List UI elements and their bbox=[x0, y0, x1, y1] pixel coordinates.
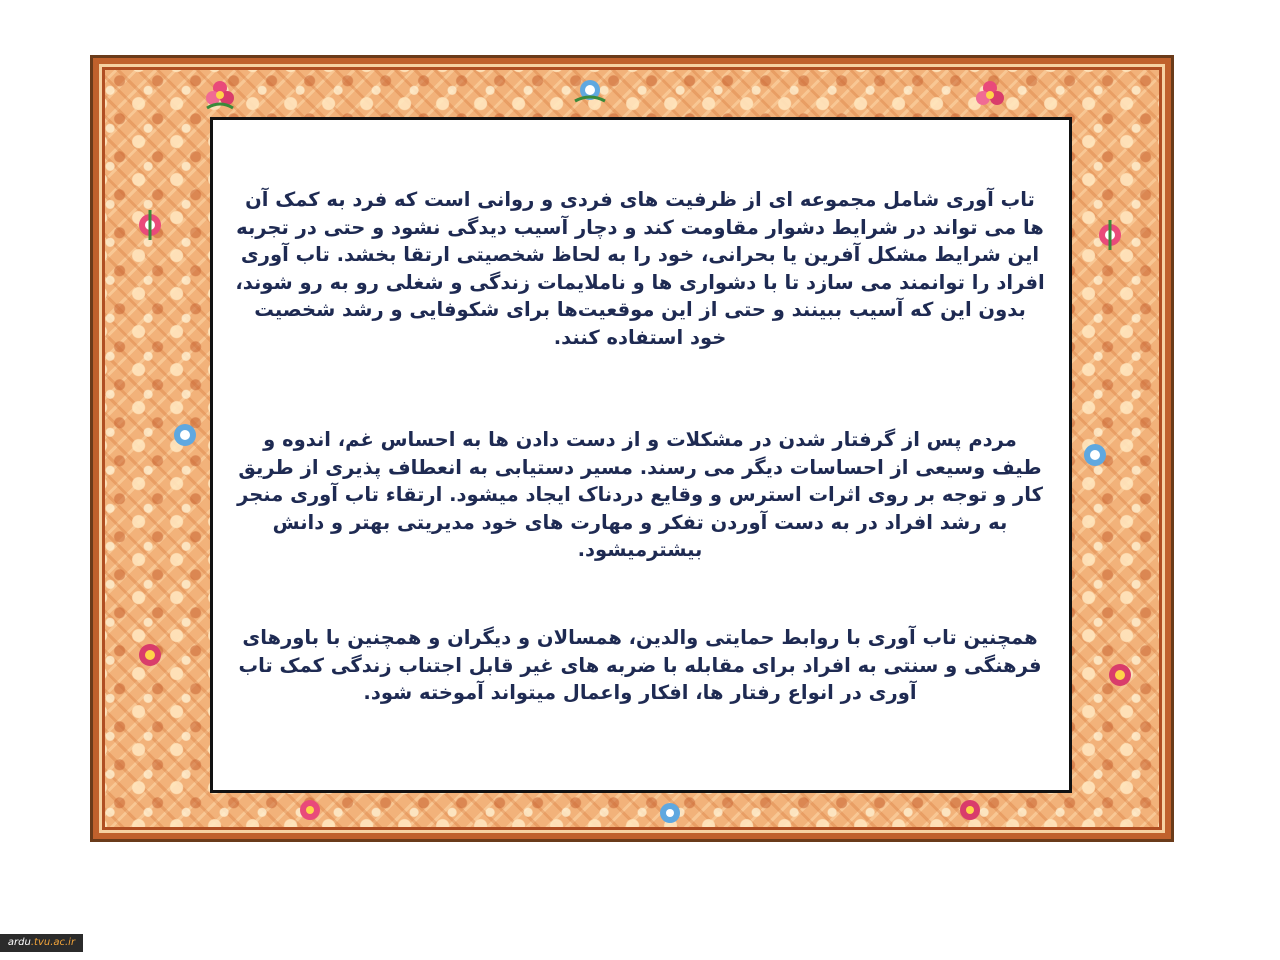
watermark-domain: .tvu.ac.ir bbox=[30, 937, 76, 948]
flower-ornament-icon bbox=[973, 78, 1007, 112]
flower-ornament-icon bbox=[953, 793, 987, 827]
flower-ornament-icon bbox=[133, 208, 167, 242]
site-watermark bbox=[0, 934, 83, 952]
flower-ornament-icon bbox=[133, 638, 167, 672]
watermark-site: ardu bbox=[7, 937, 31, 948]
flower-ornament-icon bbox=[168, 418, 202, 452]
paragraph-definition: تاب آوری شامل مجموعه ای از ظرفیت های فردی و روانی است که فرد به کمک آن ها می تواند در شرایط دشوار مقاومت کند و دچار آسیب دیدگی نشود و حتی در تجربه این شرایط مشکل آفرین یا بحرانی، خود را به لحاظ شخصیتی ارتقا بخشد. تاب آوری افراد را توانمند می سازد تا با دشواری ها و ناملایمات زندگی و شغلی رو به رو شوند، بدون این که آسیب ببینند و حتی از این موقعیت‌ها برای شکوفایی و رشد شخصیت خود استفاده کنند. bbox=[235, 188, 1045, 349]
flower-ornament-icon bbox=[1103, 658, 1137, 692]
flower-ornament-icon bbox=[203, 78, 237, 112]
flower-ornament-icon bbox=[293, 793, 327, 827]
text-panel bbox=[210, 117, 1072, 793]
paragraph-support: همچنین تاب آوری با روابط حمایتی والدین، همسالان و دیگران و همچنین با باورهای فرهنگی و سنتی به افراد برای مقابله با ضربه های غیر قابل اجتناب زندگی کمک تاب آوری در انواع رفتار ها، افکار واعمال میتواند آموخته شود. bbox=[238, 626, 1042, 704]
flower-ornament-icon bbox=[1093, 218, 1127, 252]
flower-ornament-icon bbox=[573, 73, 607, 107]
paragraph-emotions: مردم پس از گرفتار شدن در مشکلات و از دست دادن ها به احساس غم، اندوه و طیف وسیعی از احساسات دیگر می رسند. مسیر دستیابی به انعطاف پذیری از طریق کار و توجه بر روی اثرات استرس و وقایع دردناک ایجاد میشود. ارتقاء تاب آوری منجر به رشد افراد در به دست آوردن تفکر و مهارت های خود مدیریتی بهتر و دانش بیشترمیشود. bbox=[237, 428, 1043, 561]
flower-ornament-icon bbox=[653, 796, 687, 830]
flower-ornament-icon bbox=[1078, 438, 1112, 472]
